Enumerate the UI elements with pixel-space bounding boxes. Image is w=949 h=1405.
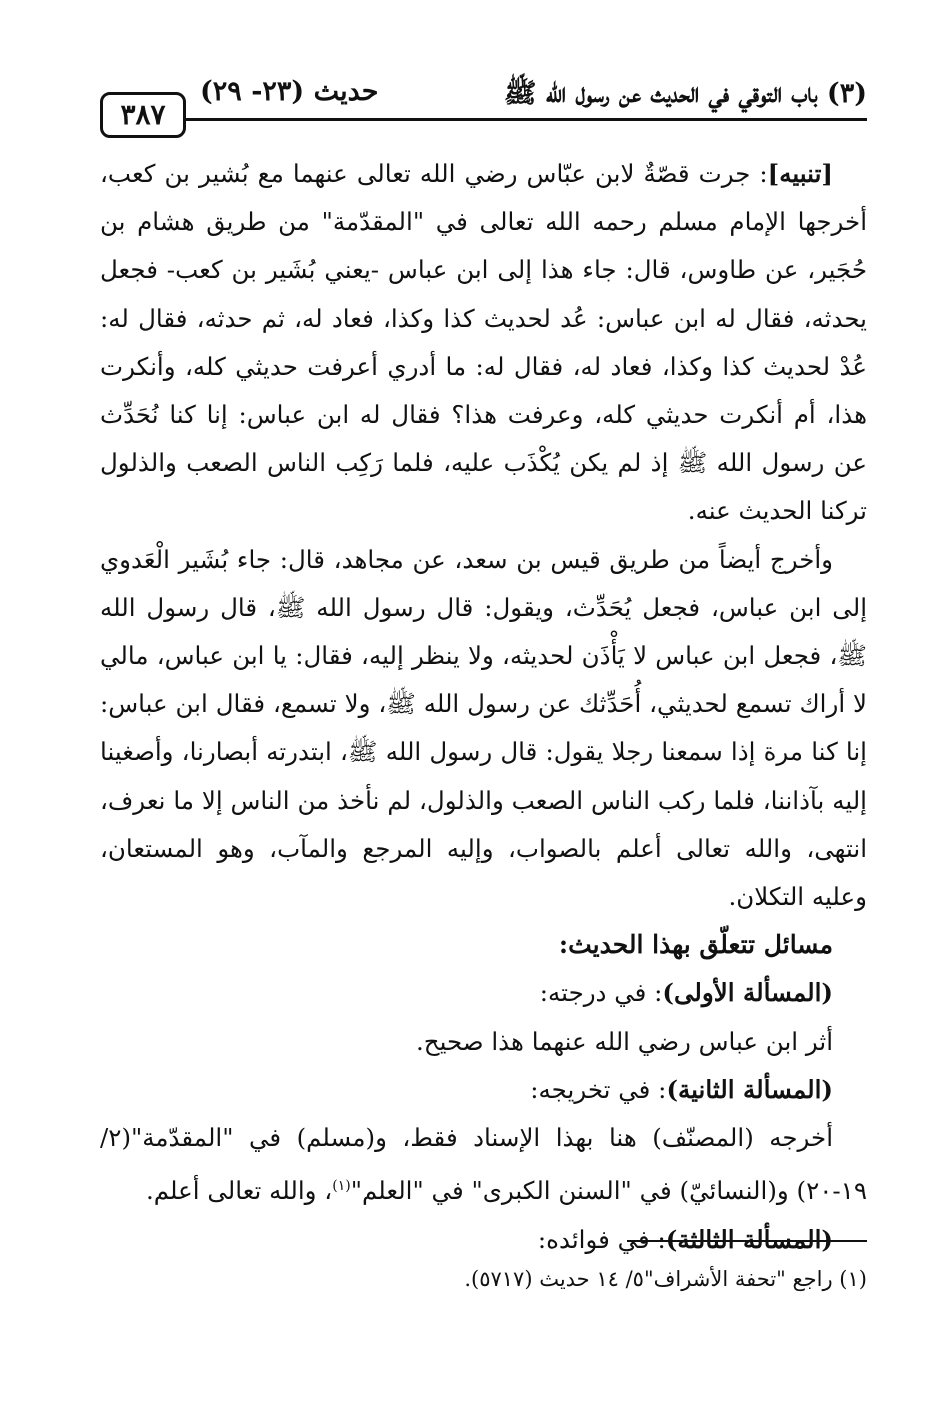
issue-first-text: أثر ابن عباس رضي الله عنهما هذا صحيح. — [415, 1026, 833, 1056]
issue-first-title: (المسألة الأولى) — [662, 978, 833, 1008]
issue-second-text-a: أخرجه (المصنّف) هنا بهذا الإسناد فقط، و(مسلم) في "المقدّمة"(٢/ ١٩-٢٠) و(النسائيّ) في "السنن الكبرى" في "العلم" — [100, 1123, 867, 1206]
footnote: (١) راجع "تحفة الأشراف"٥/ ١٤ حديث (٥٧١٧). — [464, 1267, 867, 1291]
page-body — [100, 150, 867, 1264]
footnote-reference[interactable]: (١) — [332, 1178, 351, 1195]
header-rule — [182, 118, 867, 121]
tanbih-paragraph — [100, 150, 867, 536]
issue-third-subtitle: : في فوائده: — [537, 1224, 666, 1254]
chapter-title: (٣) باب التوقي في الحديث عن رسول الله ﷺ — [503, 78, 867, 109]
issues-heading: مسائل تتعلّق بهذا الحديث: — [558, 930, 833, 960]
page-number: ٣٨٧ — [100, 92, 186, 138]
issue-second-text — [100, 1114, 867, 1216]
issue-first-heading — [100, 969, 867, 1017]
issue-second-heading — [100, 1066, 867, 1114]
hadith-range: حديث (٢٣- ٢٩) — [200, 76, 379, 107]
second-paragraph: وأخرج أيضاً من طريق قيس بن سعد، عن مجاهد، قال: جاء بُشَير الْعَدوي إلى ابن عباس، فجعل يُحَدِّث، ويقول: قال رسول الله ﷺ، قال رسول الله ﷺ، فجعل ابن عباس لا يَأْذَن لحديثه، ولا ينظر إليه، فقال: يا ابن عباس، مالي لا أراك تسمع لحديثي، أُحَدِّثك عن رسول الله ﷺ، ولا تسمع، فقال ابن عباس: إنا كنا مرة إذا سمعنا رجلا يقول: قال رسول الله ﷺ، ابتدرته أبصارنا، وأصغينا إليه بآذاننا، فلما ركب الناس الصعب والذلول، لم نأخذ من الناس إلا ما نعرف، انتهى، والله تعالى أعلم بالصواب، وإليه المرجع والمآب، وهو المستعان، وعليه التكلان. — [100, 544, 867, 912]
issue-second-text-b: ، والله تعالى أعلم. — [145, 1176, 333, 1206]
issue-first-subtitle: : في درجته: — [539, 978, 663, 1008]
tanbih-label: [تنبيه] — [767, 159, 833, 188]
tanbih-text: : جرت قصّةٌ لابن عبّاس رضي الله تعالى عنهما مع بُشير بن كعب، أخرجها الإمام مسلم رحمه الله تعالى في "المقدّمة" من طريق هشام بن حُجَير، عن طاوس، قال: جاء هذا إلى ابن عباس -يعني بُشَير بن كعب- فجعل يحدثه، فقال له ابن عباس: عُد لحديث كذا وكذا، فعاد له، ثم حدثه، فقال له: عُدْ لحديث كذا وكذا، فعاد له، فقال له: ما أدري أعرفت حديثي كله، وأنكرت هذا، أم أنكرت حديثي كله، وعرفت هذا؟ فقال له ابن عباس: إنا كنا نُحَدِّث عن رسول الله ﷺ إذ لم يكن يُكْذَب عليه، فلما رَكِب الناس الصعب والذلول تركنا الحديث عنه. — [100, 159, 867, 526]
issue-third-title: (المسألة الثالثة) — [665, 1224, 833, 1254]
running-header — [100, 68, 867, 131]
issue-second-subtitle: : في تخريجه: — [530, 1074, 667, 1104]
issue-second-title: (المسألة الثانية) — [666, 1074, 833, 1104]
footnote-rule — [627, 1240, 867, 1242]
